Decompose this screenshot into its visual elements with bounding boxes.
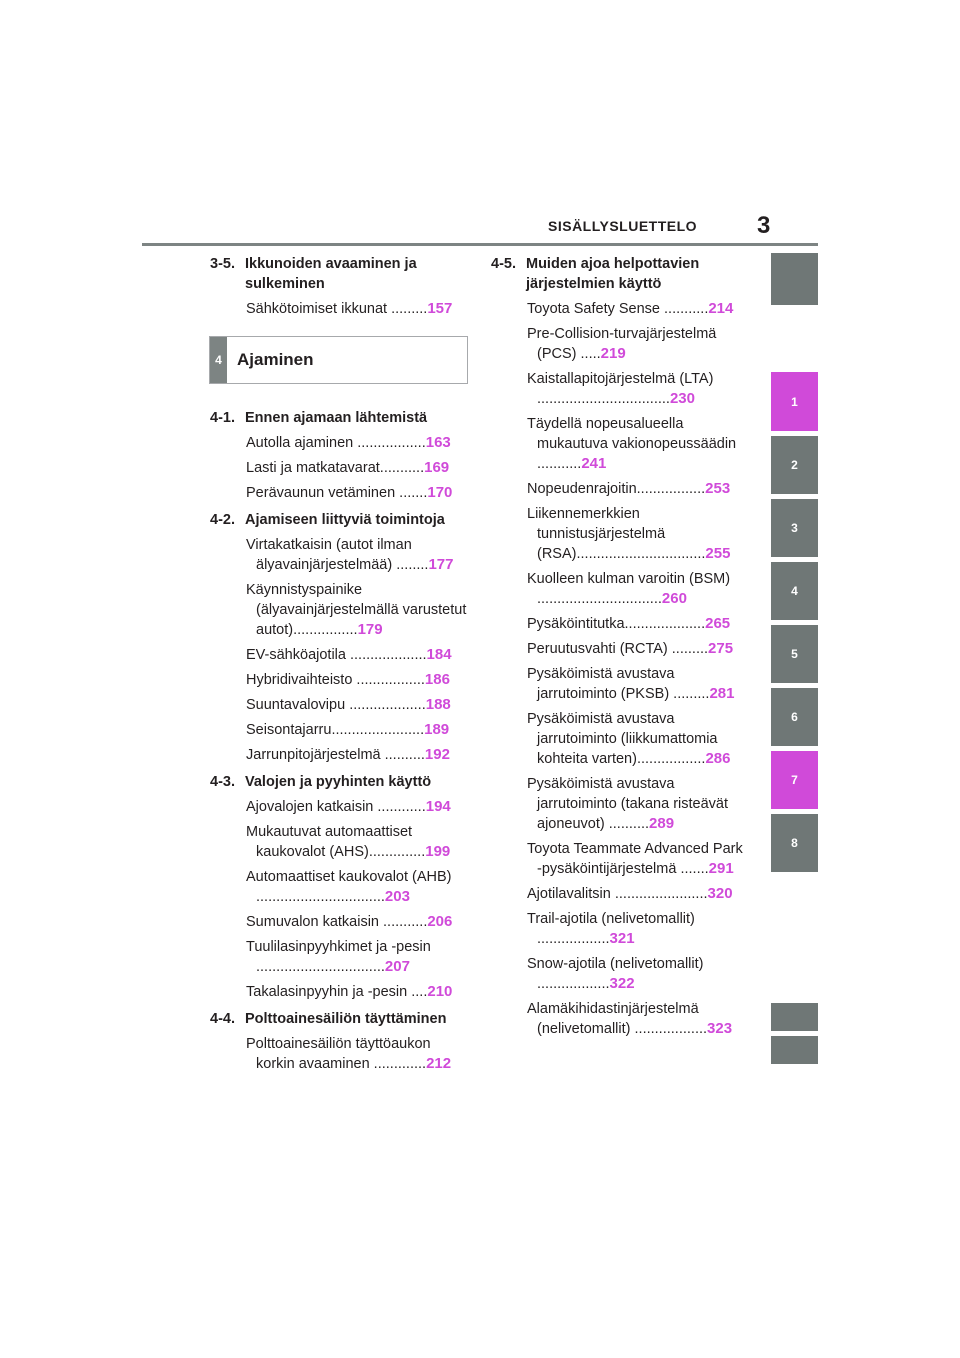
toc-entry-title: Liikennemerkkien tunnistusjärjestelmä (RSA)	[527, 506, 666, 562]
toc-page-link[interactable]: 189	[424, 721, 450, 738]
toc-page-link[interactable]: 163	[425, 434, 451, 451]
chapter-title: Ajaminen	[237, 350, 314, 369]
section-heading	[210, 1009, 468, 1029]
chapter-tab-1[interactable]: 1	[771, 372, 818, 431]
toc-page-link[interactable]: 206	[427, 913, 453, 930]
toc-entry[interactable]	[527, 709, 747, 769]
chapter-tab-5[interactable]: 5	[771, 625, 818, 683]
toc-leader-dots: ................................	[576, 546, 706, 562]
toc-entry-title: Takalasinpyyhin ja -pesin	[246, 984, 408, 1000]
toc-page-link[interactable]: 212	[426, 1055, 452, 1072]
toc-leader-dots: .......	[676, 861, 709, 877]
toc-entry-title: Suuntavalovipu	[246, 697, 346, 713]
toc-entry[interactable]	[527, 839, 747, 879]
toc-page-link[interactable]: 203	[384, 888, 410, 905]
toc-page-link[interactable]: 170	[427, 484, 453, 501]
toc-entry[interactable]	[246, 1034, 468, 1074]
toc-page-link[interactable]: 321	[609, 930, 635, 947]
toc-entry-title: Nopeudenrajoitin	[527, 481, 637, 497]
toc-page-link[interactable]: 199	[425, 843, 451, 860]
toc-page-link[interactable]: 210	[427, 983, 453, 1000]
toc-leader-dots: .......	[395, 485, 428, 501]
section-heading	[491, 254, 747, 294]
toc-entry[interactable]	[246, 645, 468, 665]
toc-entry-title: Pysäköimistä avustava jarrutoiminto (liikkumattomia kohteita varten)	[527, 711, 718, 767]
toc-entry-title: Tuulilasinpyyhkimet ja -pesin	[246, 939, 431, 955]
toc-entry-title: EV-sähköajotila	[246, 647, 346, 663]
section-number: 4-5.	[491, 256, 516, 272]
section-heading	[210, 254, 468, 294]
toc-leader-dots: ..........	[380, 747, 425, 763]
toc-entry[interactable]	[246, 670, 468, 690]
toc-page-link[interactable]: 194	[425, 798, 451, 815]
toc-page-link[interactable]: 184	[426, 646, 452, 663]
toc-leader-dots: ..................	[537, 931, 610, 947]
toc-entry[interactable]	[246, 797, 468, 817]
toc-leader-dots: ........	[392, 557, 429, 573]
toc-entry[interactable]	[527, 369, 747, 409]
section-number: 3-5.	[210, 256, 235, 272]
toc-entry-title: Seisontajarru	[246, 722, 332, 738]
chapter-tab-blank-10[interactable]	[771, 1036, 818, 1064]
toc-entry-title: Automaattiset kaukovalot (AHB)	[246, 869, 452, 885]
toc-entry-title: Käynnistyspainike (älyavainjärjestelmällä varustetut autot)	[246, 582, 467, 638]
toc-leader-dots: ....	[407, 984, 428, 1000]
toc-entry-title: Pysäköintitutka	[527, 616, 625, 632]
toc-page-link[interactable]: 186	[424, 671, 450, 688]
toc-leader-dots: ...........	[379, 914, 428, 930]
toc-entry-title: Virtakatkaisin (autot ilman älyavainjärjestelmää)	[246, 537, 412, 573]
section-title: Ajamiseen liittyviä toimintoja	[245, 512, 445, 528]
toc-leader-dots: ..................	[537, 976, 610, 992]
toc-entry[interactable]	[246, 299, 468, 319]
section-title: Ennen ajamaan lähtemistä	[245, 410, 428, 426]
toc-page-link[interactable]: 255	[705, 545, 731, 562]
section-number: 4-1.	[210, 410, 235, 426]
chapter-tab-blank-9[interactable]	[771, 1003, 818, 1031]
chapter-tab-blank-0[interactable]	[771, 253, 818, 305]
toc-entry[interactable]	[246, 458, 468, 478]
toc-entry[interactable]	[527, 479, 747, 499]
chapter-tab-3[interactable]: 3	[771, 499, 818, 557]
toc-leader-dots: ................................	[256, 889, 385, 905]
chapter-heading-box[interactable]	[209, 336, 468, 384]
toc-page-link[interactable]: 281	[709, 685, 735, 702]
toc-page-link[interactable]: 241	[581, 455, 607, 472]
toc-page-link[interactable]: 291	[708, 860, 734, 877]
page-number: 3	[757, 212, 771, 239]
toc-leader-dots: .........	[667, 641, 709, 657]
chapter-tab-2[interactable]: 2	[771, 436, 818, 494]
toc-leader-dots: .....	[576, 346, 601, 362]
section-title: Polttoainesäiliön täyttäminen	[245, 1011, 447, 1027]
header-divider	[142, 243, 818, 246]
toc-leader-dots: .......................	[610, 886, 708, 902]
toc-entry-title: Pre-Collision-turvajärjestelmä (PCS)	[527, 326, 717, 362]
toc-entry[interactable]	[527, 664, 747, 704]
toc-leader-dots: ...........	[537, 456, 582, 472]
toc-entry-title: Kuolleen kulman varoitin (BSM)	[527, 571, 731, 587]
toc-entry-title: Trail-ajotila (nelivetomallit)	[527, 911, 695, 927]
toc-leader-dots: .........	[387, 301, 428, 317]
toc-leader-dots: ............	[373, 799, 426, 815]
toc-leader-dots: .................	[353, 435, 426, 451]
toc-page-link[interactable]: 219	[600, 345, 626, 362]
toc-page-link[interactable]: 157	[427, 300, 453, 317]
toc-page-link[interactable]: 260	[661, 590, 687, 607]
toc-entry[interactable]	[527, 504, 747, 564]
toc-entry-title: Täydellä nopeusalueella mukautuva vakionopeussäädin	[527, 416, 737, 452]
toc-entry-title: Snow-ajotila (nelivetomallit)	[527, 956, 704, 972]
chapter-tab-6[interactable]: 6	[771, 688, 818, 746]
toc-leader-dots: ...........	[660, 301, 709, 317]
toc-entry[interactable]	[527, 324, 747, 364]
toc-entry-title: Ajotilavalitsin	[527, 886, 611, 902]
toc-entry-title: Sumuvalon katkaisin	[246, 914, 379, 930]
section-heading	[210, 510, 468, 530]
toc-entry-title: Toyota Teammate Advanced Park -pysäköintijärjestelmä	[527, 841, 743, 877]
header-title: SISÄLLYSLUETTELO	[548, 218, 698, 234]
toc-entry[interactable]	[246, 937, 468, 977]
toc-leader-dots: ................	[293, 622, 358, 638]
toc-leader-dots: .................	[636, 751, 706, 767]
toc-page-link[interactable]: 169	[424, 459, 450, 476]
toc-entry-title: Sähkötoimiset ikkunat	[246, 301, 388, 317]
toc-page-link[interactable]: 253	[705, 480, 731, 497]
toc-page-link[interactable]: 214	[708, 300, 734, 317]
toc-entry[interactable]	[246, 822, 468, 862]
toc-page-link[interactable]: 265	[705, 615, 731, 632]
toc-entry[interactable]	[527, 999, 747, 1039]
toc-entry[interactable]	[527, 414, 747, 474]
toc-entry[interactable]	[246, 982, 468, 1002]
toc-entry[interactable]	[246, 720, 468, 740]
toc-entry[interactable]	[246, 483, 468, 503]
toc-leader-dots: ...................	[345, 647, 427, 663]
section-heading	[210, 772, 468, 792]
section-title: Ikkunoiden avaaminen ja sulkeminen	[245, 256, 417, 292]
toc-entry[interactable]	[527, 614, 747, 634]
toc-entry[interactable]	[527, 909, 747, 949]
chapter-tab-7[interactable]: 7	[771, 751, 818, 809]
chapter-number: 4	[210, 337, 227, 383]
toc-entry-title: Mukautuvat automaattiset kaukovalot (AHS)	[246, 824, 413, 860]
toc-entry-title: Ajovalojen katkaisin	[246, 799, 374, 815]
toc-leader-dots: ...............................	[537, 591, 662, 607]
toc-leader-dots: .........	[669, 686, 710, 702]
toc-leader-dots: .................	[636, 481, 706, 497]
toc-entry[interactable]	[246, 912, 468, 932]
toc-entry-title: Autolla ajaminen	[246, 435, 354, 451]
toc-entry-title: Peruutusvahti (RCTA)	[527, 641, 668, 657]
toc-column-left	[210, 254, 468, 1081]
toc-entry-title: Pysäköimistä avustava jarrutoiminto (takana risteävät ajoneuvot)	[527, 776, 728, 832]
toc-entry-title: Hybridivaihteisto	[246, 672, 353, 688]
toc-leader-dots: .......................	[331, 722, 425, 738]
section-heading	[210, 408, 468, 428]
toc-entry-title: Polttoainesäiliön täyttöaukon korkin avaaminen	[246, 1036, 431, 1072]
toc-entry[interactable]	[246, 580, 468, 640]
toc-leader-dots: .............	[369, 1056, 427, 1072]
toc-page-link[interactable]: 207	[384, 958, 410, 975]
toc-entry[interactable]	[246, 867, 468, 907]
toc-page-link[interactable]: 179	[357, 621, 383, 638]
toc-entry-title: Perävaunun vetäminen	[246, 485, 396, 501]
toc-entry[interactable]	[246, 535, 468, 575]
toc-page-link[interactable]: 230	[669, 390, 695, 407]
toc-leader-dots: .................................	[537, 391, 670, 407]
section-number: 4-3.	[210, 774, 235, 790]
toc-entry-title: Jarrunpitojärjestelmä	[246, 747, 381, 763]
toc-entry-title: Lasti ja matkatavarat	[246, 460, 380, 476]
toc-entry[interactable]	[246, 745, 468, 765]
toc-entry[interactable]	[527, 884, 747, 904]
toc-page-link[interactable]: 177	[428, 556, 454, 573]
section-title: Valojen ja pyyhinten käyttö	[245, 774, 432, 790]
section-number: 4-4.	[210, 1011, 235, 1027]
toc-page-link[interactable]: 322	[609, 975, 635, 992]
section-title: Muiden ajoa helpottavien järjestelmien käyttö	[526, 256, 700, 292]
section-number: 4-2.	[210, 512, 235, 528]
toc-entry[interactable]	[527, 639, 747, 659]
toc-leader-dots: ..........	[604, 816, 650, 832]
chapter-tab-4[interactable]: 4	[771, 562, 818, 620]
toc-leader-dots: ....................	[624, 616, 706, 632]
toc-page-link[interactable]: 188	[425, 696, 451, 713]
toc-entry[interactable]	[527, 569, 747, 609]
toc-entry[interactable]	[527, 774, 747, 834]
toc-entry-title: Toyota Safety Sense	[527, 301, 660, 317]
toc-leader-dots: ...........	[379, 460, 425, 476]
toc-entry-title: Kaistallapitojärjestelmä (LTA)	[527, 371, 714, 387]
toc-entry[interactable]	[527, 954, 747, 994]
toc-page-link[interactable]: 323	[707, 1020, 733, 1037]
toc-page-link[interactable]: 286	[705, 750, 731, 767]
toc-column-right	[491, 254, 747, 1046]
toc-entry[interactable]	[246, 695, 468, 715]
toc-leader-dots: ..................	[630, 1021, 708, 1037]
toc-page-link[interactable]: 275	[708, 640, 734, 657]
toc-leader-dots: ...................	[345, 697, 426, 713]
toc-page-link[interactable]: 289	[649, 815, 675, 832]
toc-entry[interactable]	[527, 299, 747, 319]
toc-entry[interactable]	[246, 433, 468, 453]
toc-page-link[interactable]: 320	[707, 885, 733, 902]
toc-leader-dots: ................................	[256, 959, 385, 975]
toc-leader-dots: .................	[352, 672, 425, 688]
toc-page-link[interactable]: 192	[424, 746, 450, 763]
toc-leader-dots: ..............	[368, 844, 426, 860]
chapter-tab-8[interactable]: 8	[771, 814, 818, 872]
toc-entry-title: Pysäköimistä avustava jarrutoiminto (PKSB)	[527, 666, 675, 702]
toc-entry-title: Alamäkihidastinjärjestelmä (nelivetomallit)	[527, 1001, 699, 1037]
